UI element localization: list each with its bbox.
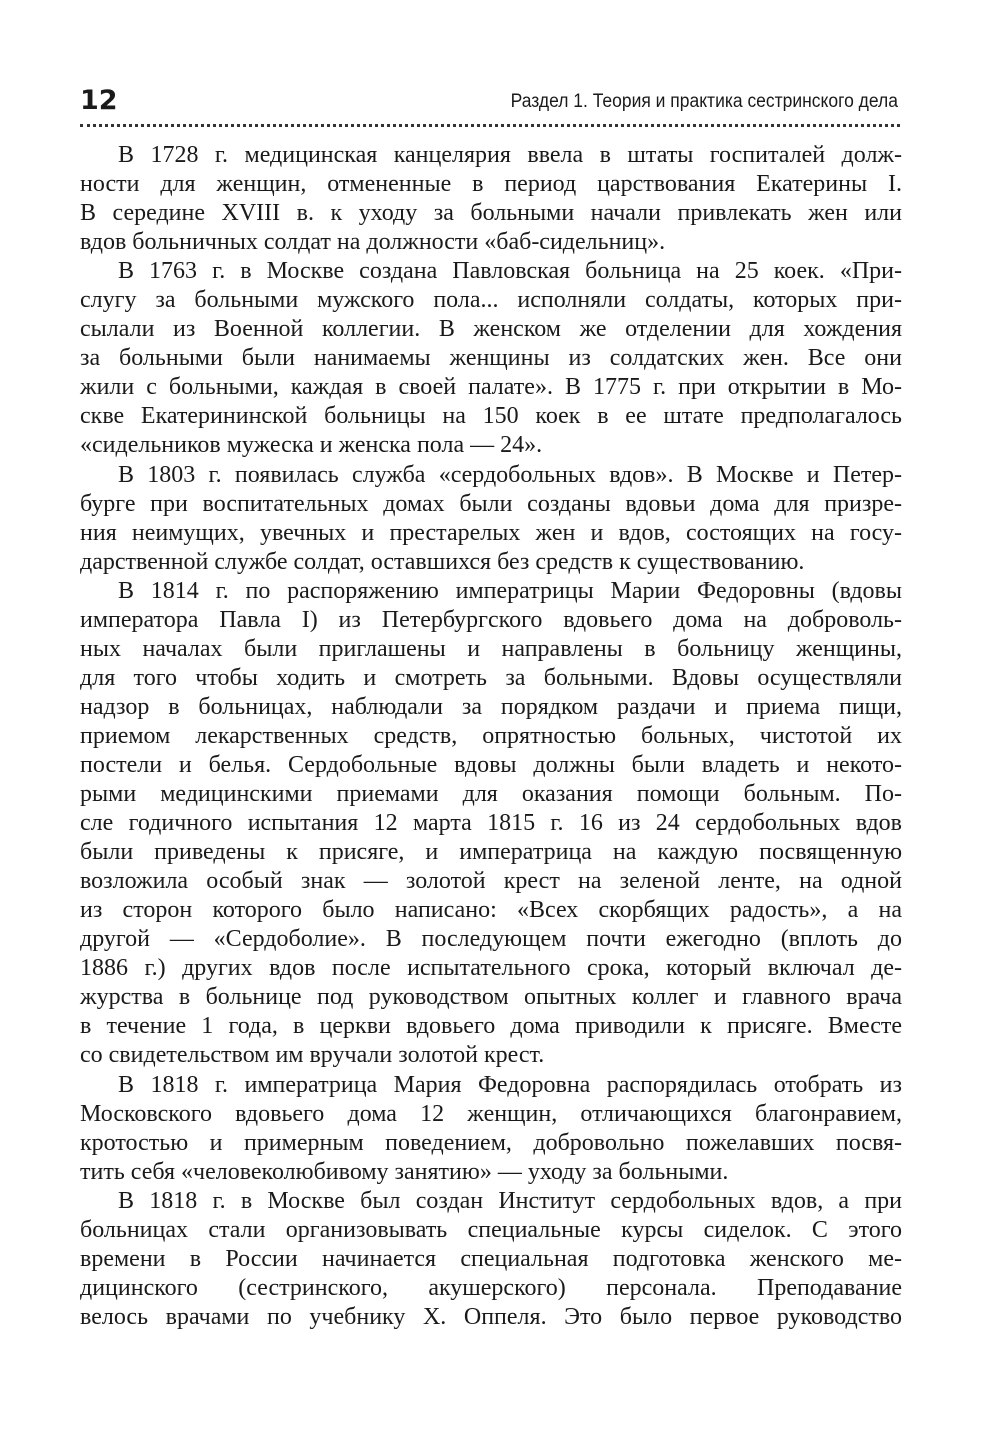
text-line: тить себя «человеколюбивому занятию» — уходу за больными. — [80, 1158, 729, 1185]
text-line: скве Екатерининской больницы на 150 коек в ее штате предполагалось — [80, 403, 902, 430]
paragraph — [80, 141, 902, 257]
text-line: со свидетельством им вручали золотой крест. — [80, 1042, 545, 1069]
text-line: журства в больнице под руководством опытных коллег и главного врача — [80, 984, 902, 1011]
paragraph — [80, 1187, 902, 1332]
text-line: «сидельников мужеска и женска пола — 24». — [80, 432, 543, 459]
text-line: больницах стали организовывать специальные курсы сиделок. С этого — [80, 1216, 902, 1243]
text-line: возложила особый знак — золотой крест на зеленой ленте, на одной — [80, 868, 902, 895]
text-line: постели и белья. Сердобольные вдовы должны были владеть и некото- — [80, 751, 902, 778]
text-line: 1886 г.) других вдов после испытательного срока, который включал де- — [80, 955, 902, 982]
text-line: для того чтобы ходить и смотреть за больными. Вдовы осуществляли — [80, 664, 902, 691]
text-line: Московского вдовьего дома 12 женщин, отличающихся благонравием, — [80, 1100, 902, 1127]
text-line: императора Павла I) из Петербургского вдовьего дома на доброволь- — [80, 606, 902, 633]
text-line: В 1814 г. по распоряжению императрицы Марии Федоровны (вдовы — [118, 577, 902, 604]
text-line: кротостью и примерным поведением, добровольно пожелавших посвя- — [80, 1129, 902, 1156]
header-divider — [80, 124, 900, 127]
text-line: вдов больничных солдат на должности «баб-сидельниц». — [80, 229, 666, 256]
text-line: другой — «Сердоболие». В последующем почти ежегодно (вплоть до — [80, 926, 902, 953]
text-line: ния неимущих, увечных и престарелых жен и вдов, состоящих на госу- — [80, 519, 902, 546]
text-line: сылали из Военной коллегии. В женском же отделении для хождения — [80, 316, 902, 343]
paragraph — [80, 577, 902, 1071]
text-line: В 1763 г. в Москве создана Павловская больница на 25 коек. «При- — [118, 258, 902, 285]
paragraph — [80, 461, 902, 577]
text-line: В 1803 г. появилась служба «сердобольных вдов». В Москве и Петер- — [118, 461, 902, 488]
text-line: из сторон которого было написано: «Всех скорбящих радость», а на — [80, 897, 902, 924]
text-line: надзор в больницах, наблюдали за порядком раздачи и приема пищи, — [80, 693, 902, 720]
text-line: сле годичного испытания 12 марта 1815 г. 16 из 24 сердобольных вдов — [80, 810, 902, 837]
text-line: жили с больными, каждая в своей палате». В 1775 г. при открытии в Мо- — [80, 374, 902, 401]
text-line: дарственной службе солдат, оставшихся без средств к существованию. — [80, 548, 805, 575]
text-line: слугу за больными мужского пола... исполняли солдаты, которых при- — [80, 287, 902, 314]
text-line: В 1818 г. в Москве был создан Институт сердобольных вдов, а при — [118, 1187, 902, 1214]
page-header — [80, 84, 900, 124]
text-line: велось врачами по учебнику Х. Оппеля. Это было первое руководство — [80, 1303, 902, 1330]
running-head: Раздел 1. Теория и практика сестринского дела — [510, 91, 898, 112]
page-number: 12 — [80, 85, 118, 116]
text-line: приемом лекарственных средств, опрятностью больных, чистотой их — [80, 722, 902, 749]
text-line: В 1728 г. медицинская канцелярия ввела в штаты госпиталей долж- — [118, 142, 902, 168]
text-line: за больными были нанимаемы женщины из солдатских жен. Все они — [80, 345, 902, 372]
text-line: ности для женщин, отмененные в период царствования Екатерины I. — [80, 171, 902, 198]
text-line: дицинского (сестринского, акушерского) персонала. Преподавание — [80, 1274, 902, 1301]
text-line: В середине XVIII в. к уходу за больными начали привлекать жен или — [80, 200, 902, 227]
body-text — [80, 141, 902, 1332]
text-line: В 1818 г. императрица Мария Федоровна распорядилась отобрать из — [118, 1071, 902, 1098]
paragraph — [80, 1071, 902, 1187]
text-line: были приведены к присяге, и императрица на каждую посвященную — [80, 839, 902, 866]
text-line: в течение 1 года, в церкви вдовьего дома приводили к присяге. Вместе — [80, 1013, 902, 1040]
text-line: рыми медицинскими приемами для оказания помощи больным. По- — [80, 781, 902, 808]
text-line: бурге при воспитательных домах были созданы вдовьи дома для призре- — [80, 490, 902, 517]
text-line: времени в России начинается специальная подготовка женского ме- — [80, 1245, 902, 1272]
text-line: ных началах были приглашены и направлены в больницу женщины, — [80, 635, 902, 662]
paragraph — [80, 257, 902, 460]
